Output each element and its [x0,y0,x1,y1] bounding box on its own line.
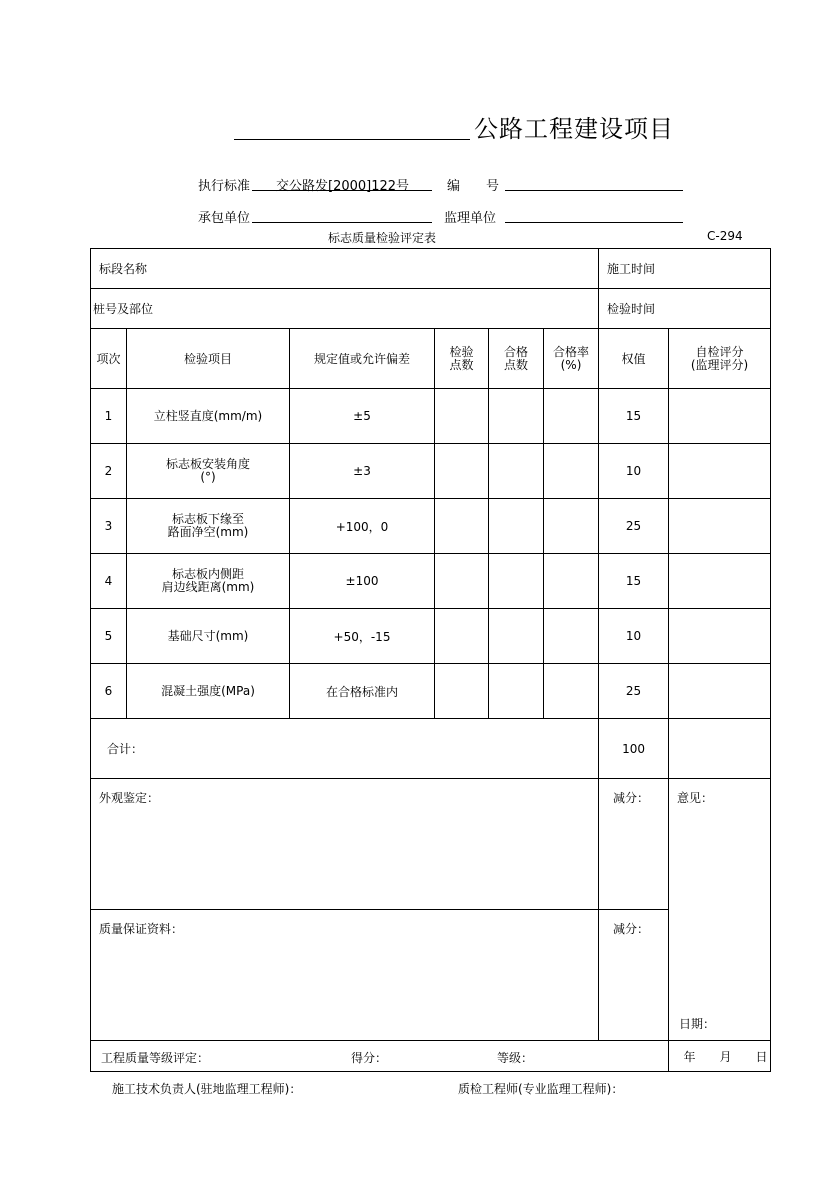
rate-cell[interactable] [544,609,599,664]
tech-lead-signature-label: 施工技术负责人(驻地监理工程师)： [112,1082,302,1096]
station-label: 桩号及部位 [93,302,154,316]
col-pass-points: 合格 点数 [489,329,544,389]
score-cell[interactable] [669,609,771,664]
points-cell[interactable] [435,664,489,719]
table-row: 5 基础尺寸(mm) +50，-15 10 [91,609,771,664]
exec-std-label: 执行标准 [198,179,251,194]
total-weight: 100 [599,719,669,779]
section-name-cell [91,249,599,289]
col-pass-rate: 合格率 (%) [544,329,599,389]
pass-cell[interactable] [489,389,544,444]
score-cell[interactable] [669,554,771,609]
station-cell [91,289,599,329]
deduct-cell-2[interactable] [599,910,669,1041]
pass-cell[interactable] [489,444,544,499]
col-item: 检验项目 [127,329,290,389]
contractor-underline [252,222,432,223]
points-cell[interactable] [435,389,489,444]
table-row: 2 标志板安装角度 (°) ±3 10 [91,444,771,499]
table-row: 1 立柱竖直度(mm/m) ±5 15 [91,389,771,444]
project-name-underline [234,139,470,140]
opinion-label: 意见： [677,791,714,805]
page-title: 公路工程建设项目 [474,115,674,143]
table-row: 6 混凝土强度(MPa) 在合格标准内 25 [91,664,771,719]
rate-cell[interactable] [544,554,599,609]
rate-cell[interactable] [544,444,599,499]
col-self-score: 自检评分 (监理评分) [669,329,771,389]
date-label: 日期： [679,1017,716,1031]
points-cell[interactable] [435,609,489,664]
total-score-cell[interactable] [669,719,771,779]
supervisor-underline [505,222,683,223]
number-label: 编 号 [447,179,500,194]
pass-cell[interactable] [489,499,544,554]
supervisor-label: 监理单位 [444,211,497,226]
col-item-no: 项次 [91,329,127,389]
quality-docs-label: 质量保证资料： [99,922,184,936]
score-cell[interactable] [669,444,771,499]
ymd-label: 年 月 日 [683,1049,768,1064]
col-spec: 规定值或允许偏差 [290,329,435,389]
appearance-label: 外观鉴定： [99,791,160,805]
ymd-cell [669,1041,771,1072]
table-row: 3 标志板下缘至 路面净空(mm) +100，0 25 [91,499,771,554]
inspection-time-label: 检验时间 [607,302,656,316]
construction-time-label: 施工时间 [607,262,656,276]
appearance-cell[interactable] [91,779,599,910]
exec-std-value: 交公路发[2000]122号 [276,179,410,194]
inspection-form-table [90,248,771,1072]
deduct-label-2: 减分： [613,922,650,936]
form-name: 标志质量检验评定表 [328,231,437,245]
score-cell[interactable] [669,389,771,444]
opinion-cell[interactable] [669,779,771,1041]
rate-cell[interactable] [544,499,599,554]
total-row [91,719,771,779]
quality-docs-cell[interactable] [91,910,599,1041]
pass-cell[interactable] [489,664,544,719]
section-name-label: 标段名称 [99,262,148,276]
number-underline [505,190,683,191]
rate-cell[interactable] [544,389,599,444]
table-row: 4 标志板内侧距 肩边线距离(mm) ±100 15 [91,554,771,609]
points-cell[interactable] [435,554,489,609]
inspection-time-cell [599,289,771,329]
contractor-label: 承包单位 [198,211,251,226]
total-label: 合计： [107,742,144,756]
deduct-cell-1[interactable] [599,779,669,910]
score-cell[interactable] [669,499,771,554]
form-code: C-294 [707,229,743,243]
grade-label: 等级： [497,1051,534,1065]
points-cell[interactable] [435,444,489,499]
points-cell[interactable] [435,499,489,554]
construction-time-cell [599,249,771,289]
qc-engineer-signature-label: 质检工程师(专业监理工程师)： [458,1082,624,1096]
grade-row [91,1041,771,1072]
pass-cell[interactable] [489,609,544,664]
col-points: 检验 点数 [435,329,489,389]
deduct-label-1: 减分： [613,791,650,805]
score-cell[interactable] [669,664,771,719]
rate-cell[interactable] [544,664,599,719]
col-weight: 权值 [599,329,669,389]
pass-cell[interactable] [489,554,544,609]
grade-eval-label: 工程质量等级评定： [101,1051,210,1065]
column-header-row [91,329,771,389]
score-label: 得分： [351,1051,388,1065]
